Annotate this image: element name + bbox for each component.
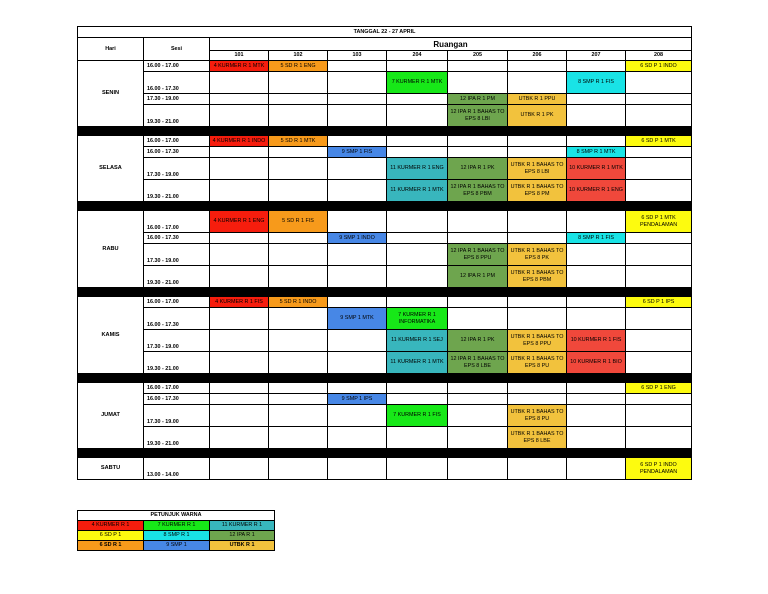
empty-cell [328,297,387,308]
day-label-rabu: RABU [78,211,144,288]
empty-cell [626,266,692,288]
empty-cell [269,427,328,449]
schedule-row [78,352,692,374]
empty-cell [508,383,567,394]
class-cell: 11 KURMER R 1 ENG [387,158,448,180]
empty-cell [210,427,269,449]
empty-cell [328,458,387,480]
class-cell: 4 KURMER R 1 FIS [210,297,269,308]
day-separator [78,374,692,383]
legend-swatch: 4 KURMER R 1 [78,521,144,531]
empty-cell [269,72,328,94]
empty-cell [210,352,269,374]
day-label-sabtu: SABTU [78,458,144,480]
legend-row [78,521,275,531]
class-cell: 12 IPA R 1 BAHAS TO EPS 8 LBI [448,105,508,127]
schedule-row [78,233,692,244]
class-cell: 10 KURMER R 1 MTK [567,158,626,180]
class-cell: 6 SD P 1 ENG [626,383,692,394]
empty-cell [448,147,508,158]
class-cell: 4 KURMER R 1 INDO [210,136,269,147]
session-time: 19.30 - 21.00 [144,180,210,202]
empty-cell [328,352,387,374]
empty-cell [210,405,269,427]
empty-cell [508,61,567,72]
empty-cell [269,94,328,105]
room-header-208: 208 [626,51,692,61]
empty-cell [328,244,387,266]
empty-cell [567,266,626,288]
room-header-204: 204 [387,51,448,61]
schedule-row [78,266,692,288]
empty-cell [567,383,626,394]
schedule-row [78,136,692,147]
class-cell: 11 KURMER R 1 SEJ [387,330,448,352]
schedule-row [78,72,692,94]
class-cell: 9 SMP 1 INDO [328,233,387,244]
session-time: 17.30 - 19.00 [144,244,210,266]
empty-cell [269,158,328,180]
class-cell: 9 SMP 1 MTK [328,308,387,330]
empty-cell [269,233,328,244]
empty-cell [269,244,328,266]
empty-cell [448,136,508,147]
class-cell: 12 IPA R 1 PK [448,158,508,180]
empty-cell [448,297,508,308]
empty-cell [387,136,448,147]
empty-cell [387,458,448,480]
empty-cell [508,458,567,480]
schedule-row [78,105,692,127]
empty-cell [508,233,567,244]
empty-cell [210,180,269,202]
empty-cell [567,105,626,127]
class-cell: 11 KURMER R 1 MTK [387,352,448,374]
schedule-row [78,61,692,72]
empty-cell [567,308,626,330]
empty-cell [508,308,567,330]
class-cell: 4 KURMER R 1 MTK [210,61,269,72]
empty-cell [626,427,692,449]
class-cell: UTBK R 1 PPU [508,94,567,105]
room-header-206: 206 [508,51,567,61]
empty-cell [567,61,626,72]
empty-cell [210,158,269,180]
class-cell: UTBK R 1 BAHAS TO EPS 8 PU [508,405,567,427]
empty-cell [328,427,387,449]
schedule-row [78,94,692,105]
empty-cell [269,383,328,394]
empty-cell [567,244,626,266]
legend-swatch: 9 SMP 1 [144,541,210,551]
class-cell: 5 SD R 1 MTK [269,136,328,147]
empty-cell [328,158,387,180]
empty-cell [567,427,626,449]
class-cell: UTBK R 1 BAHAS TO EPS 8 LBI [508,158,567,180]
empty-cell [210,105,269,127]
empty-cell [387,244,448,266]
empty-cell [210,394,269,405]
session-time: 16.00 - 17.30 [144,147,210,158]
legend-swatch: 12 IPA R 1 [210,531,275,541]
schedule-row [78,427,692,449]
schedule-row [78,180,692,202]
schedule-row [78,394,692,405]
day-separator [78,449,692,458]
color-legend [77,510,275,551]
class-cell: UTBK R 1 BAHAS TO EPS 8 PPU [508,330,567,352]
legend-swatch: 6 SD P 1 [78,531,144,541]
empty-cell [328,211,387,233]
session-time: 16.00 - 17.00 [144,211,210,233]
empty-cell [387,394,448,405]
class-cell: 6 SD P 1 INDO [626,61,692,72]
empty-cell [508,147,567,158]
session-time: 16.00 - 17.30 [144,233,210,244]
empty-cell [387,61,448,72]
class-cell: 12 IPA R 1 PM [448,94,508,105]
class-cell: UTBK R 1 PK [508,105,567,127]
empty-cell [210,147,269,158]
session-time: 16.00 - 17.00 [144,136,210,147]
legend-swatch: 8 SMP R 1 [144,531,210,541]
empty-cell [210,383,269,394]
empty-cell [567,394,626,405]
empty-cell [328,405,387,427]
empty-cell [448,383,508,394]
empty-cell [448,308,508,330]
empty-cell [626,105,692,127]
schedule-row [78,458,692,480]
empty-cell [508,136,567,147]
day-label-selasa: SELASA [78,136,144,202]
empty-cell [210,308,269,330]
empty-cell [269,394,328,405]
class-cell: 8 SMP R 1 MTK [567,147,626,158]
class-cell: UTBK R 1 BAHAS TO EPS 8 PBM [508,266,567,288]
empty-cell [626,394,692,405]
empty-cell [387,266,448,288]
room-header-205: 205 [448,51,508,61]
legend-swatch: UTBK R 1 [210,541,275,551]
session-time: 16.00 - 17.00 [144,383,210,394]
class-cell: 9 SMP 1 IPS [328,394,387,405]
empty-cell [448,72,508,94]
empty-cell [269,352,328,374]
separator-bar [78,202,692,211]
class-cell: 11 KURMER R 1 MTK [387,180,448,202]
empty-cell [387,147,448,158]
class-cell: 7 KURMER R 1 INFORMATIKA [387,308,448,330]
empty-cell [448,394,508,405]
empty-cell [210,458,269,480]
empty-cell [448,211,508,233]
class-cell: 5 SD R 1 INDO [269,297,328,308]
class-cell: 12 IPA R 1 BAHAS TO EPS 8 PBM [448,180,508,202]
room-header-207: 207 [567,51,626,61]
empty-cell [626,158,692,180]
empty-cell [567,136,626,147]
class-cell: 6 SD P 1 INDO PENDALAMAN [626,458,692,480]
schedule-row [78,158,692,180]
empty-cell [328,330,387,352]
room-header-103: 103 [328,51,387,61]
session-time: 17.30 - 19.00 [144,94,210,105]
class-cell: 12 IPA R 1 BAHAS TO EPS 8 LBE [448,352,508,374]
empty-cell [567,94,626,105]
empty-cell [328,94,387,105]
session-time: 13.00 - 14.00 [144,458,210,480]
schedule-title: TANGGAL 22 - 27 APRIL [78,27,692,38]
class-cell: UTBK R 1 BAHAS TO EPS 8 PK [508,244,567,266]
empty-cell [269,180,328,202]
empty-cell [269,266,328,288]
class-cell: 7 KURMER R 1 FIS [387,405,448,427]
empty-cell [626,308,692,330]
empty-cell [210,94,269,105]
class-cell: 10 KURMER R 1 FIS [567,330,626,352]
empty-cell [508,297,567,308]
empty-cell [508,211,567,233]
class-cell: 5 SD R 1 ENG [269,61,328,72]
empty-cell [626,180,692,202]
empty-cell [210,266,269,288]
schedule-row [78,405,692,427]
session-time: 19.30 - 21.00 [144,266,210,288]
empty-cell [508,72,567,94]
session-time: 16.00 - 17.30 [144,394,210,405]
empty-cell [328,180,387,202]
session-time: 16.00 - 17.00 [144,61,210,72]
empty-cell [210,233,269,244]
separator-bar [78,449,692,458]
empty-cell [387,297,448,308]
empty-cell [328,72,387,94]
empty-cell [626,244,692,266]
empty-cell [626,405,692,427]
empty-cell [269,308,328,330]
class-cell: UTBK R 1 BAHAS TO EPS 8 LBE [508,427,567,449]
empty-cell [387,233,448,244]
class-cell: 6 SD P 1 IPS [626,297,692,308]
day-label-jumat: JUMAT [78,383,144,449]
empty-cell [328,105,387,127]
legend-swatch: 7 KURMER R 1 [144,521,210,531]
empty-cell [448,458,508,480]
class-cell: 4 KURMER R 1 ENG [210,211,269,233]
legend-swatch: 11 KURMER R 1 [210,521,275,531]
empty-cell [626,72,692,94]
empty-cell [567,405,626,427]
empty-cell [626,330,692,352]
empty-cell [448,405,508,427]
class-cell: UTBK R 1 BAHAS TO EPS 8 PM [508,180,567,202]
class-cell: 6 SD P 1 MTK [626,136,692,147]
empty-cell [269,458,328,480]
session-time: 17.30 - 19.00 [144,158,210,180]
separator-bar [78,288,692,297]
empty-cell [626,94,692,105]
separator-bar [78,127,692,136]
schedule-row [78,297,692,308]
empty-cell [269,405,328,427]
schedule-row [78,244,692,266]
session-time: 16.00 - 17.30 [144,308,210,330]
empty-cell [269,147,328,158]
empty-cell [567,211,626,233]
session-time: 17.30 - 19.00 [144,405,210,427]
empty-cell [567,297,626,308]
day-separator [78,202,692,211]
empty-cell [387,383,448,394]
session-time: 16.00 - 17.00 [144,297,210,308]
class-cell: 10 KURMER R 1 ENG [567,180,626,202]
header-sesi: Sesi [144,38,210,61]
empty-cell [626,352,692,374]
class-cell: 10 KURMER R 1 BIO [567,352,626,374]
empty-cell [210,244,269,266]
empty-cell [626,233,692,244]
class-cell: 12 IPA R 1 PK [448,330,508,352]
empty-cell [328,136,387,147]
empty-cell [448,427,508,449]
class-cell: 8 SMP R 1 FIS [567,233,626,244]
class-cell: 9 SMP 1 FIS [328,147,387,158]
header-ruangan: Ruangan [210,38,692,51]
room-header-101: 101 [210,51,269,61]
empty-cell [387,105,448,127]
empty-cell [269,105,328,127]
empty-cell [328,61,387,72]
legend-row [78,541,275,551]
class-cell: UTBK R 1 BAHAS TO EPS 8 PU [508,352,567,374]
empty-cell [387,211,448,233]
schedule-table [77,26,692,480]
empty-cell [210,72,269,94]
header-hari: Hari [78,38,144,61]
class-cell: 7 KURMER R 1 MTK [387,72,448,94]
empty-cell [210,330,269,352]
schedule-row [78,383,692,394]
session-time: 17.30 - 19.00 [144,330,210,352]
empty-cell [448,61,508,72]
empty-cell [448,233,508,244]
session-time: 16.00 - 17.30 [144,72,210,94]
session-time: 19.30 - 21.00 [144,427,210,449]
empty-cell [387,427,448,449]
empty-cell [508,394,567,405]
room-header-102: 102 [269,51,328,61]
legend-row [78,531,275,541]
class-cell: 12 IPA R 1 BAHAS TO EPS 8 PPU [448,244,508,266]
class-cell: 8 SMP R 1 FIS [567,72,626,94]
empty-cell [328,266,387,288]
schedule-row [78,147,692,158]
schedule-row [78,308,692,330]
empty-cell [328,383,387,394]
schedule-row [78,211,692,233]
day-separator [78,127,692,136]
class-cell: 6 SD P 1 MTK PENDALAMAN [626,211,692,233]
class-cell: 5 SD R 1 FIS [269,211,328,233]
class-cell: 12 IPA R 1 PM [448,266,508,288]
empty-cell [626,147,692,158]
session-time: 19.30 - 21.00 [144,105,210,127]
separator-bar [78,374,692,383]
schedule-row [78,330,692,352]
day-separator [78,288,692,297]
day-label-senin: SENIN [78,61,144,127]
empty-cell [269,330,328,352]
session-time: 19.30 - 21.00 [144,352,210,374]
legend-title: PETUNJUK WARNA [78,511,275,521]
legend-swatch: 6 SD R 1 [78,541,144,551]
day-label-kamis: KAMIS [78,297,144,374]
empty-cell [567,458,626,480]
empty-cell [387,94,448,105]
